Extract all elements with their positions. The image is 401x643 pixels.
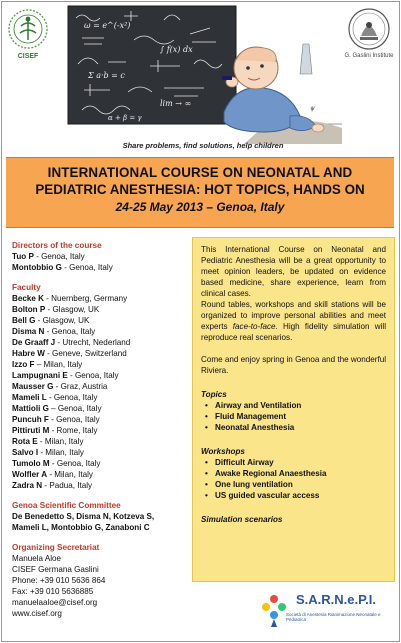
course-format: Round tables, workshops and skill stations will be organized to improve personal abilities and meet experts face-to-face. High fidelity simulation will reproduce real scenarios. [201,300,386,342]
faculty-entry: Disma N - Genoa, Italy [12,327,96,336]
topic-item: • Fluid Management [205,411,386,422]
cisef-logo-icon [6,6,50,52]
chalkboard-baby-illustration [64,4,342,144]
secretariat-website-link[interactable]: www.cisef.org [12,609,62,618]
scientific-committee-line: De Benedetto S, Disma N, Kotzeva S, [12,512,155,521]
left-column [12,240,184,619]
workshop-item: • One lung ventilation [205,479,386,490]
simulation-heading: Simulation scenarios [201,515,283,524]
faculty-entry: Tumolo M - Genoa, Italy [12,459,101,468]
board-formula-4: lim → ∞ [160,99,192,108]
board-formula-3: Σ a·b = c [88,71,125,80]
workshop-item: • Difficult Airway [205,457,386,468]
workshops-list [201,457,386,501]
faculty-entry: Mattioli G – Genoa, Italy [12,404,102,413]
faculty-entry: Puncuh F - Genoa, Italy [12,415,100,424]
event-date-location: 24-25 May 2013 – Genoa, Italy [115,200,285,214]
faculty-entry: Izzo F – Milan, Italy [12,360,83,369]
cisef-logo-text: CISEF [17,53,39,60]
scientific-committee-line: Mameli L, Montobbio G, Zanaboni C [12,523,150,532]
sarnepi-logo-subtitle: Società di Anestesia Rianimazione Neonatale e Pediatrica [286,612,381,622]
board-formula-1: ω = e^(-x²) [84,21,131,30]
topic-item: • Airway and Ventilation [205,400,386,411]
secretariat-email-link[interactable]: manuelaaloe@cisef.org [12,598,98,607]
gaslini-logo-text: G. Gaslini Institute [344,53,394,59]
faculty-entry: Zadra N - Padua, Italy [12,481,93,490]
faculty-entry: Habre W - Geneve, Switzerland [12,349,127,358]
topics-list [201,400,386,433]
workshop-item: • Awake Regional Anaesthesia [205,468,386,479]
course-intro: This International Course on Neonatal and Pediatric Anesthesia will be a great opportunity to meet opinion leaders, be updated on evidence based medicine, share experience, learn from clinical cases. [201,245,386,298]
secretariat-heading: Organizing Secretariat [12,543,100,552]
gaslini-logo-icon [347,6,391,52]
secretariat-phone: Phone: +39 010 5636 864 [12,576,106,585]
board-formula-5: α + β = γ [108,114,142,122]
faculty-entry: Mameli L - Genoa, Italy [12,393,98,402]
topics-heading: Topics [201,390,227,399]
faculty-entry: Salvo I - Milan, Italy [12,448,84,457]
course-invite: Come and enjoy spring in Genoa and the wonderful Riviera. [201,355,386,375]
title-banner [6,157,394,228]
faculty-entry: Becke K - Nuernberg, Germany [12,294,128,303]
workshops-heading: Workshops [201,447,245,456]
director-entry: Tuo P - Genoa, Italy [12,252,85,261]
secretariat-organization: CISEF Germana Gaslini [12,565,99,574]
svg-text:ψ: ψ [310,105,315,112]
sarnepi-logo-text: S.A.R.N.e.P.I. [296,592,376,607]
secretariat-contact-name: Manuela Aloe [12,554,62,563]
secretariat-fax: Fax: +39 010 5636885 [12,587,94,596]
faculty-entry: De Graaff J - Utrecht, Nederland [12,338,131,347]
faculty-entry: Mausser G - Graz, Austria [12,382,108,391]
faculty-entry: Bolton P - Glasgow, UK [12,305,100,314]
director-entry: Montobbio G - Genoa, Italy [12,263,113,272]
faculty-entry: Lampugnani E - Genoa, Italy [12,371,119,380]
course-info-box [192,237,395,582]
title-line-2: PEDIATRIC ANESTHESIA: HOT TOPICS, HANDS ON [35,182,365,197]
faculty-heading: Faculty [12,283,41,292]
board-formula-2: ∫ f(x) dx [160,45,193,54]
directors-heading: Directors of the course [12,241,102,250]
faculty-entry: Rota E - Milan, Italy [12,437,84,446]
faculty-entry: Wolfler A - Milan, Italy [12,470,93,479]
illustration-caption: Share problems, find solutions, help children [122,141,284,150]
faculty-entry: Pittiruti M - Rome, Italy [12,426,98,435]
faculty-entry: Bell G - Glasgow, UK [12,316,90,325]
scientific-committee-heading: Genoa Scientific Committee [12,501,121,510]
topic-item: • Neonatal Anesthesia [205,422,386,433]
title-line-1: INTERNATIONAL COURSE ON NEONATAL AND [47,165,353,180]
workshop-item: • US guided vascular access [205,490,386,501]
